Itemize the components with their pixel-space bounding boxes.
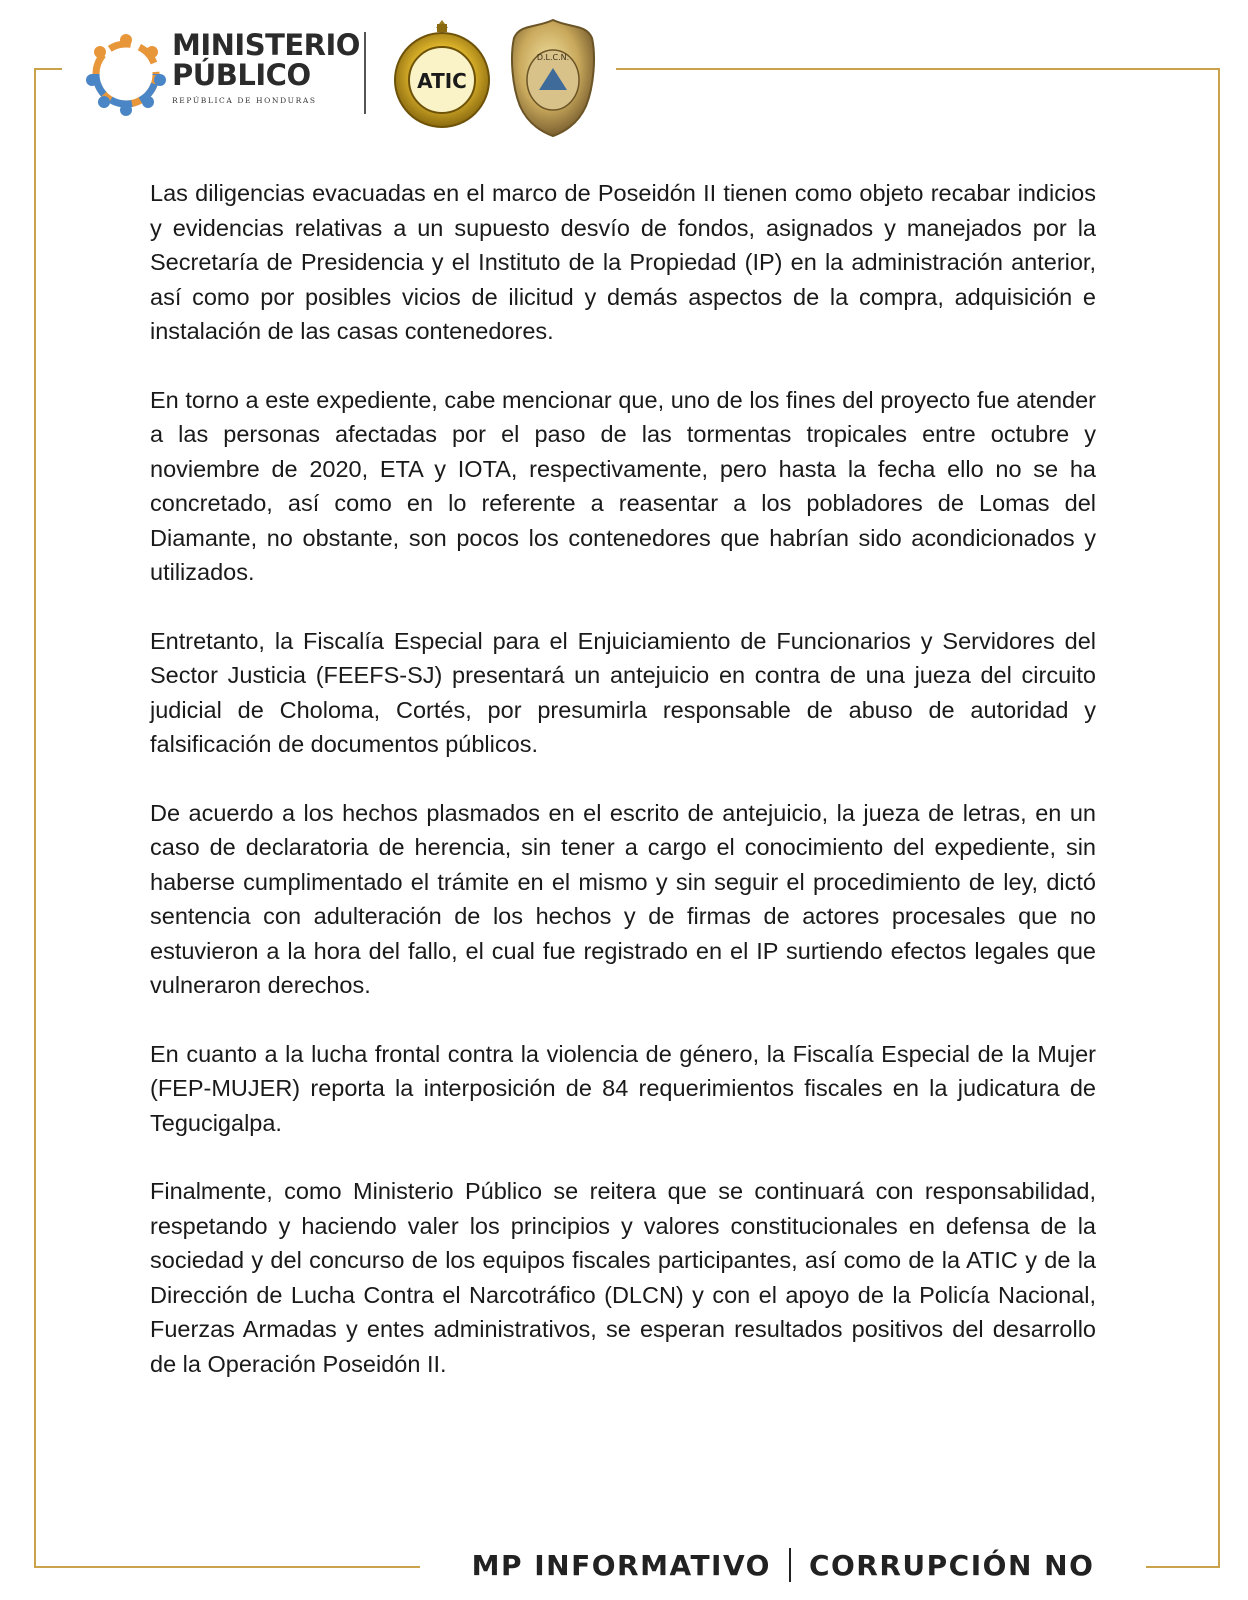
frame-right [1218,68,1220,1568]
dlcn-badge-label: D.L.C.N. [536,53,570,62]
header-divider [364,32,366,114]
organization-name-line2: PÚBLICO [172,58,311,92]
footer-separator [789,1548,791,1582]
letterhead [80,10,620,130]
organization-name-block [172,30,360,105]
footer-tagline [430,1540,1136,1590]
frame-bottom-right [1146,1566,1220,1568]
organization-name-line1: MINISTERIO [172,28,360,62]
paragraph-2: En torno a este expediente, cabe mencionar que, uno de los fines del proyecto fue atender a las personas afectadas por el paso de las tormentas tropicales entre octubre y noviembre de 2020, ETA y IOTA, respectivamente, pero hasta la fecha ello no se ha concretado, así como en lo referente a reasentar a los pobladores de Lomas del Diamante, no obstante, son pocos los contenedores que habrían sido acondicionados y utilizados. [150,386,1096,585]
frame-top-left [34,68,62,70]
paragraph-5: En cuanto a la lucha frontal contra la violencia de género, la Fiscalía Especial de la Mujer (FEP-MUJER) reporta la interposición de 84 requerimientos fiscales en la judicatura de Tegucigalpa. [150,1040,1096,1136]
frame-bottom-left [34,1566,420,1568]
paragraph-3: Entretanto, la Fiscalía Especial para el Enjuiciamiento de Funcionarios y Servidores del Sector Justicia (FEEFS-SJ) presentará un antejuicio en contra de una jueza del circuito judicial de Choloma, Cortés, por presumirla responsable de abuso de autoridad y falsificación de documentos públicos. [150,627,1096,757]
dlcn-badge-icon [508,16,598,138]
press-release-body [150,176,1096,1415]
atic-seal-label: ATIC [417,69,467,93]
frame-left [34,68,36,1568]
atic-seal-icon [390,18,494,130]
footer-right-text: CORRUPCIÓN NO [808,1548,1095,1582]
paragraph-4: De acuerdo a los hechos plasmados en el escrito de antejuicio, la jueza de letras, en un caso de declaratoria de herencia, sin tener a cargo el conocimiento del expediente, sin haberse cumplimentado el trámite en el mismo y sin seguir el procedimiento de ley, dictó sentencia con adulteración de los hechos y de firmas de actores procesales que no estuvieron a la hora del fallo, el cual fue registrado en el IP surtiendo efectos legales que vulneraron derechos. [150,799,1096,998]
frame-top-right [616,68,1220,70]
footer-left-text: MP INFORMATIVO [471,1548,771,1582]
ministerio-publico-logo-icon [80,28,172,120]
organization-subtitle: REPÚBLICA DE HONDURAS [172,96,317,105]
paragraph-1: Las diligencias evacuadas en el marco de Poseidón II tienen como objeto recabar indicios y evidencias relativas a un supuesto desvío de fondos, asignados y manejados por la Secretaría de Presidencia y el Instituto de la Propiedad (IP) en la administración anterior, así como por posibles vicios de ilicitud y demás aspectos de la compra, adquisición e instalación de las casas contenedores. [150,180,1096,344]
paragraph-6: Finalmente, como Ministerio Público se reitera que se continuará con responsabilidad, respetando y haciendo valer los principios y valores constitucionales en defensa de la sociedad y del concurso de los equipos fiscales participantes, así como de la ATIC y de la Dirección de Lucha Contra el Narcotráfico (DLCN) y con el apoyo de la Policía Nacional, Fuerzas Armadas y entes administrativos, se esperan resultados positivos del desarrollo de la Operación Poseidón II. [150,1178,1096,1377]
